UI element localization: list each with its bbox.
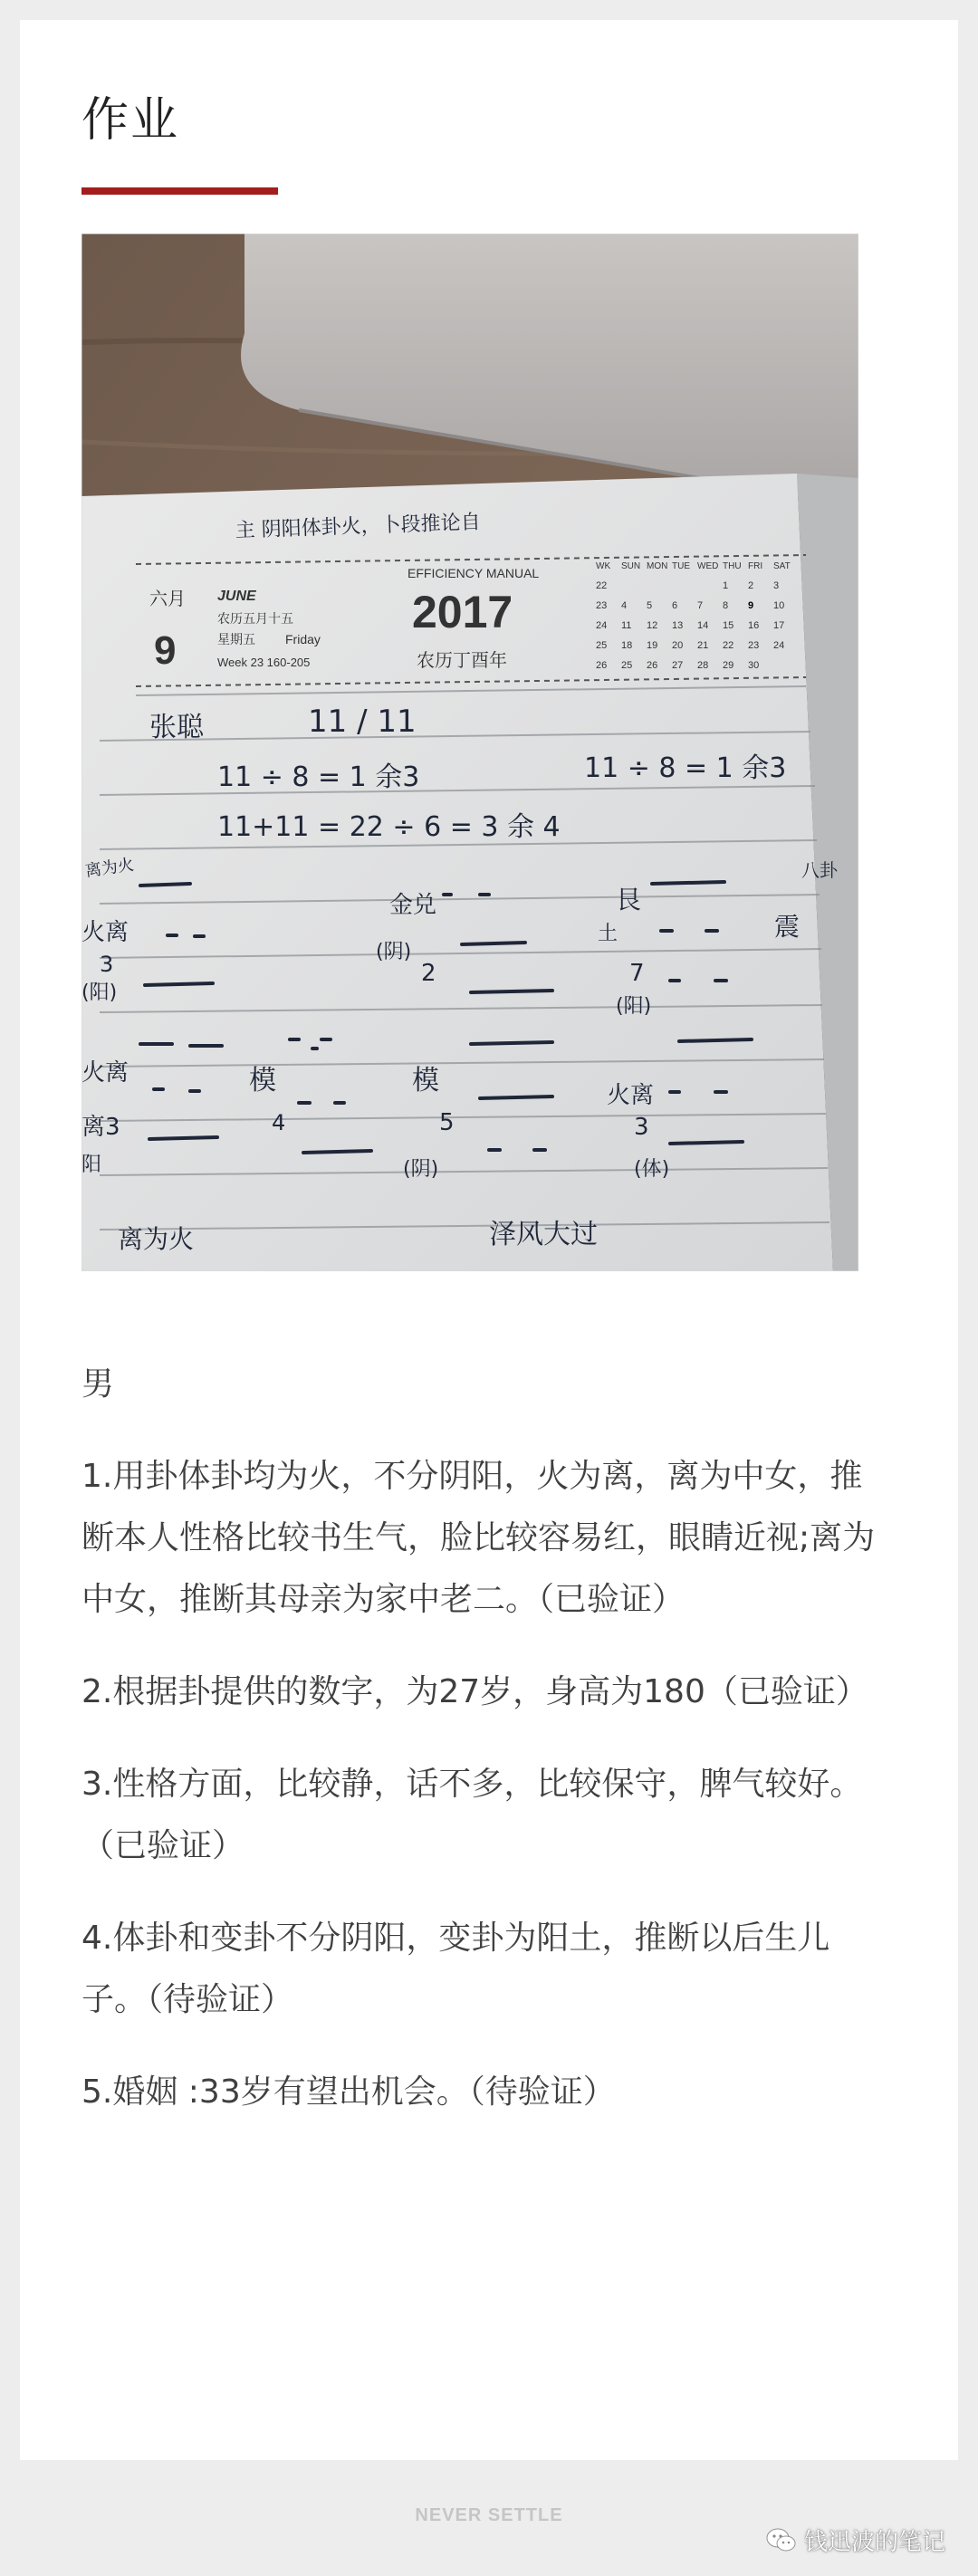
article-body: [82, 1354, 878, 2154]
planner-weekday-en: Friday: [285, 632, 321, 646]
calendar-day: 16: [748, 620, 760, 631]
planner-manual: EFFICIENCY MANUAL: [408, 566, 540, 580]
calendar-day: 27: [672, 660, 684, 671]
hw-a6: 阳: [82, 1154, 102, 1176]
calendar-day: 9: [748, 600, 754, 611]
calendar-day: 1: [723, 580, 729, 591]
footer-motto: NEVER SETTLE: [415, 2505, 563, 2525]
title-underline: [82, 187, 278, 195]
planner-month-cn: 六月: [149, 589, 186, 609]
hw-label-right-top: 八卦: [801, 859, 838, 881]
hw-a5: 离3: [82, 1114, 120, 1141]
hw-f2: 5: [439, 1109, 455, 1136]
calendar-day: 13: [672, 620, 684, 631]
hw-f1: 模: [412, 1065, 439, 1096]
notebook-photo-drawing: [82, 234, 858, 1271]
hw-h1: 离为火: [118, 1224, 195, 1254]
account-watermark[interactable]: [766, 2523, 945, 2557]
calendar-day: 22: [723, 640, 734, 651]
hw-h2: 泽风大过: [489, 1219, 598, 1250]
hw-a4: 火离: [82, 1059, 129, 1087]
calendar-day: 8: [723, 600, 729, 611]
calendar-day: 26: [647, 660, 658, 671]
homework-photo[interactable]: [82, 234, 858, 1271]
hw-e2: 4: [272, 1110, 286, 1135]
calendar-day: 25: [621, 660, 633, 671]
calendar-day: 10: [773, 600, 785, 611]
planner-year: 2017: [412, 587, 513, 637]
point-1: 1.用卦体卦均为火，不分阴阳，火为离，离为中女，推断本人性格比较书生气，脸比较容易红，眼睛近视;离为中女，推断其母亲为家中老二。（已验证）: [82, 1458, 876, 1618]
calendar-day: 14: [697, 620, 709, 631]
hw-eq1: 11 ÷ 8 = 1 余3: [217, 761, 420, 793]
hw-a1: 火离: [82, 919, 129, 946]
calendar-day: 6: [672, 600, 678, 611]
calendar-header-cell: MON: [647, 561, 668, 571]
calendar-day: 21: [697, 640, 709, 651]
hw-e1: 模: [249, 1065, 276, 1096]
calendar-day: 24: [773, 640, 785, 651]
calendar-day: 20: [672, 640, 684, 651]
hw-a3: (阳): [82, 982, 118, 1004]
hw-g3: (体): [634, 1158, 670, 1181]
calendar-day: 19: [647, 640, 658, 651]
calendar-header-cell: SUN: [621, 561, 641, 571]
hw-c4: (阳): [616, 995, 652, 1018]
page-footer: [0, 2460, 978, 2576]
calendar-week-number: 24: [596, 620, 608, 631]
calendar-day: 29: [723, 660, 734, 671]
hw-d1: 震: [774, 912, 801, 942]
calendar-day: 12: [647, 620, 658, 631]
hw-eq2: 11 ÷ 8 = 1 余3: [584, 752, 787, 784]
calendar-header-cell: FRI: [748, 561, 763, 571]
planner-month-en: JUNE: [217, 589, 256, 604]
calendar-day: 28: [697, 660, 709, 671]
hw-b1: 金兑: [389, 892, 437, 919]
calendar-day: 30: [748, 660, 760, 671]
calendar-day: 17: [773, 620, 785, 631]
hw-eq3: 11+11 = 22 ÷ 6 = 3 余 4: [217, 811, 561, 843]
planner-lunar-year: 农历丁酉年: [417, 651, 507, 671]
calendar-day: 18: [621, 640, 633, 651]
planner-lunar: 农历五月十五: [217, 611, 293, 626]
hw-b2: (阴): [376, 941, 412, 963]
hw-f3: (阴): [403, 1158, 439, 1181]
hw-b3: 2: [421, 960, 436, 987]
hw-fraction: 11 / 11: [308, 704, 417, 740]
planner-weekday-cn: 星期五: [217, 632, 255, 646]
hw-g1: 火离: [607, 1082, 655, 1109]
calendar-day: 3: [773, 580, 780, 591]
planner-day: 9: [154, 628, 177, 673]
hw-c2: 土: [598, 923, 618, 945]
calendar-week-number: 23: [596, 600, 608, 611]
point-2: 2.根据卦提供的数字，为27岁，身高为180（已验证）: [82, 1673, 868, 1710]
calendar-day: 2: [748, 580, 754, 591]
calendar-header-cell: WED: [697, 561, 719, 571]
point-5: 5.婚姻 :33岁有望出机会。（待验证）: [82, 2073, 616, 2111]
point-4: 4.体卦和变卦不分阴阳，变卦为阳土，推断以后生儿子。（待验证）: [82, 1920, 830, 2018]
calendar-day: 11: [621, 620, 632, 631]
hw-a2: 3: [100, 952, 114, 977]
calendar-header-cell: WK: [596, 561, 611, 571]
calendar-header-cell: TUE: [672, 561, 690, 571]
calendar-day: 23: [748, 640, 760, 651]
calendar-week-number: 22: [596, 580, 608, 591]
hw-label-left-top: 离为火: [83, 855, 136, 881]
hw-g2: 3: [634, 1114, 649, 1141]
calendar-day: 5: [647, 600, 653, 611]
calendar-day: 7: [697, 600, 704, 611]
article-title: 作业: [82, 93, 180, 148]
wechat-icon: [766, 2527, 797, 2554]
gender-line: 男: [82, 1365, 115, 1403]
calendar-week-number: 25: [596, 640, 608, 651]
hw-c3: 7: [629, 960, 645, 987]
hw-c1: 艮: [616, 885, 642, 915]
calendar-week-number: 26: [596, 660, 608, 671]
calendar-day: 4: [621, 600, 628, 611]
calendar-header-cell: THU: [723, 561, 742, 571]
hw-note-top: 主 阴阳体卦火，卜段推论自: [235, 511, 482, 542]
calendar-day: 15: [723, 620, 734, 631]
watermark-text: 钱迅波的笔记: [803, 2529, 945, 2556]
planner-week-info: Week 23 160-205: [217, 656, 311, 669]
calendar-header-cell: SAT: [773, 561, 791, 571]
hw-name: 张聪: [149, 712, 204, 743]
point-3: 3.性格方面，比较静，话不多，比较保守，脾气较好。（已验证）: [82, 1766, 863, 1864]
